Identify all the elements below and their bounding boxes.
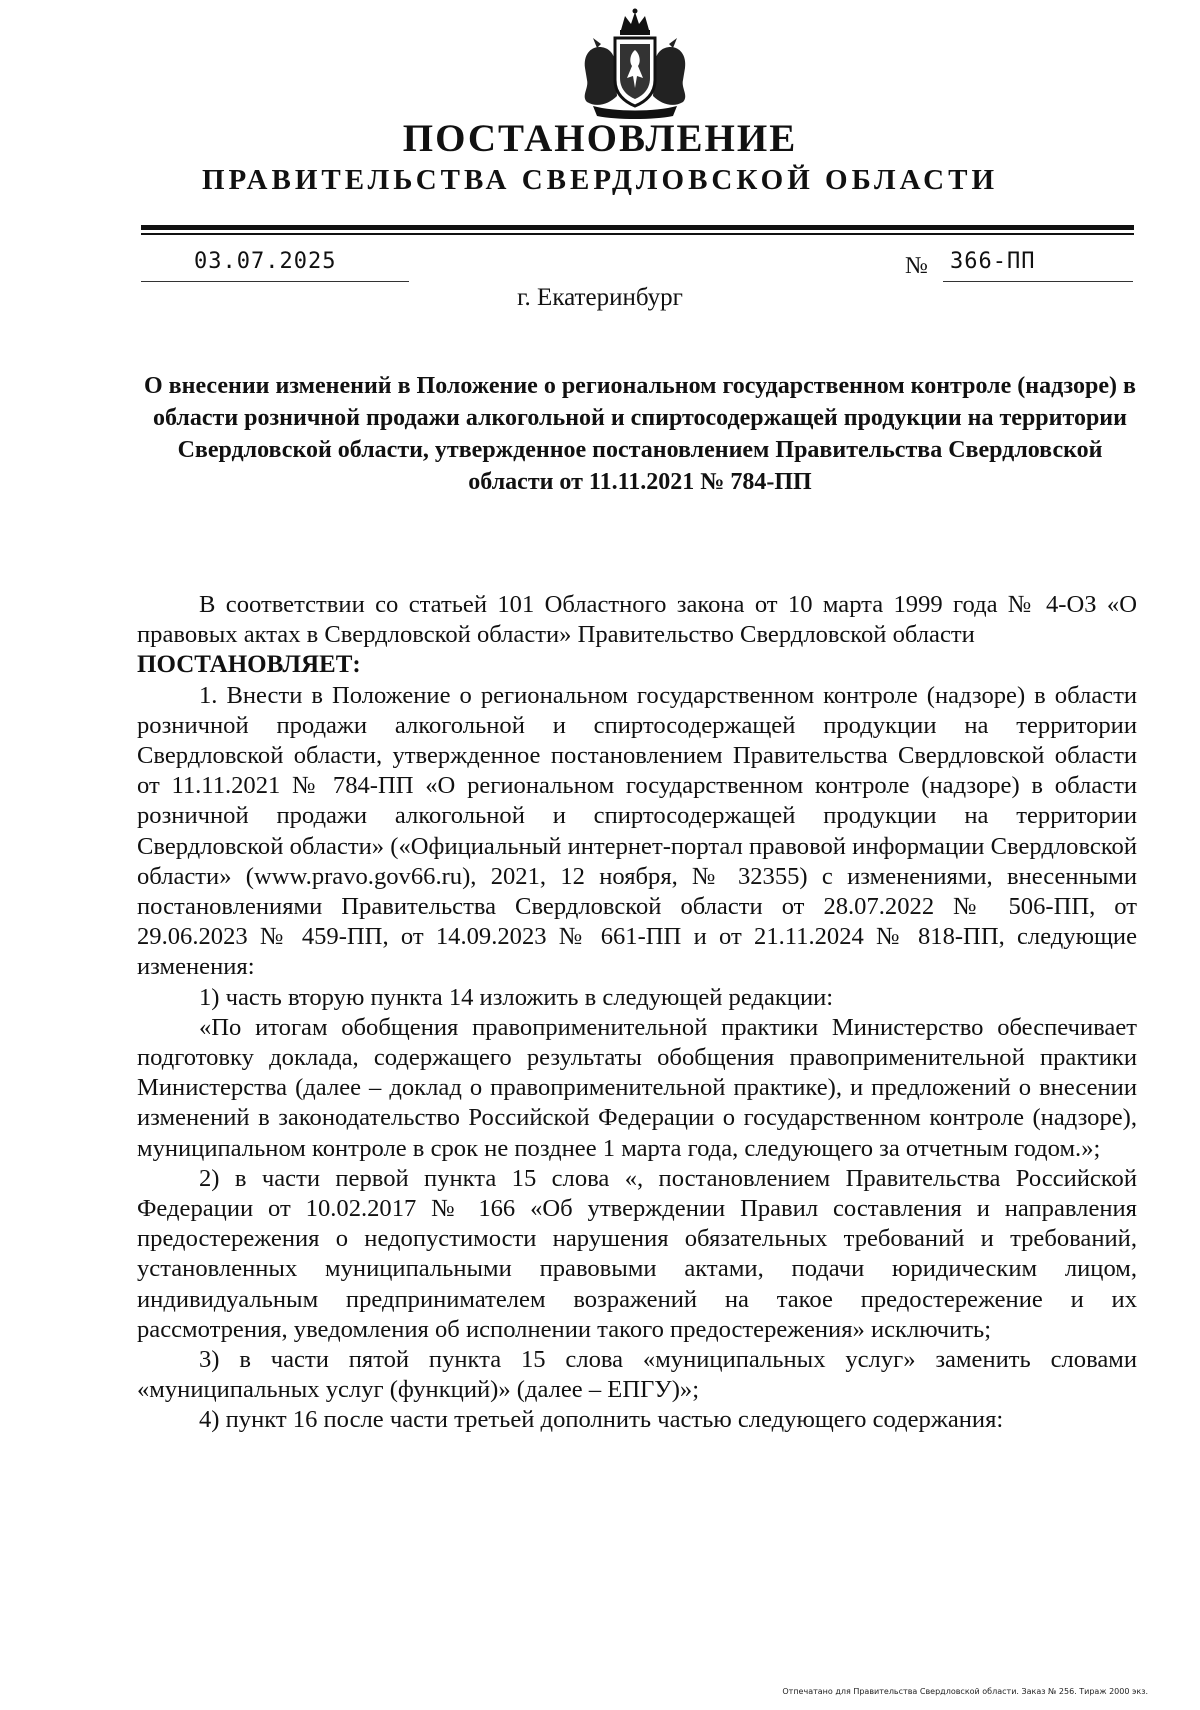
document-title: ПОСТАНОВЛЕНИЕ [402, 117, 798, 160]
item-1-quote: «По итогам обобщения правоприменительной практики Министерство обеспечивает подготовку доклада, содержащего результаты обобщения правоприменительной практики Министерства (далее – доклад о правоприменительной практике), и предложений о внесении изменений в законодательство Российской Федерации о государственном контроле (надзоре), муниципальном контроле в срок не позднее 1 марта года, следующего за отчетным годом.»; [137, 1013, 1137, 1162]
item-1: 1) часть вторую пункта 14 изложить в следующей редакции: [199, 983, 834, 1011]
header-rule-thin [141, 233, 1134, 235]
print-footer: Отпечатано для Правительства Свердловской области. Заказ № 256. Тираж 2000 экз. [782, 1687, 1148, 1696]
document-number: 366-ПП [950, 249, 1036, 274]
decree-paragraph [137, 650, 1137, 680]
decree-word: ПОСТАНОВЛЯЕТ: [137, 651, 361, 679]
item-2: 2) в части первой пункта 15 слова «, постановлением Правительства Российской Федерации от 10.02.2017 № 166 «Об утверждении Правил составления и направления предостережения о недопустимости нарушения обязательных требований и требований, установленных муниципальными правовыми актами, подачи юридическим лицом, индивидуальным предпринимателем возражений на такое предостережение и их рассмотрения, уведомления об исполнении такого предостережения» исключить; [137, 1164, 1137, 1343]
coat-of-arms-icon [575, 8, 695, 120]
number-sign: № [905, 253, 928, 279]
intro-paragraph: В соответствии со статьей 101 Областного закона от 10 марта 1999 года № 4-ОЗ «О правовых актах в Свердловской области» Правительство Свердловской области [137, 591, 1137, 649]
date-underline [141, 281, 409, 282]
item-4: 4) пункт 16 после части третьей дополнить частью следующего содержания: [199, 1406, 1004, 1434]
item-3: 3) в части пятой пункта 15 слова «муниципальных услуг» заменить словами «муниципальных услуг (функций)» (далее – ЕПГУ)»; [137, 1346, 1137, 1404]
document-subtitle: ПРАВИТЕЛЬСТВА СВЕРДЛОВСКОЙ ОБЛАСТИ [201, 164, 999, 196]
number-underline [943, 281, 1133, 282]
document-date: 03.07.2025 [194, 249, 337, 274]
clause-1: 1. Внести в Положение о региональном государственном контроле (надзоре) в области розничной продажи алкогольной и спиртосодержащей продукции на территории Свердловской области, утвержденное постановлением Правительства Свердловской области от 11.11.2021 № 784-ПП «О региональном государственном контроле (надзоре) в области розничной продажи алкогольной и спиртосодержащей продукции на территории Свердловской области» («Официальный интернет-портал правовой информации Свердловской области» (www.pravo.gov66.ru), 2021, 12 ноября, № 32355) с изменениями, внесенными постановлениями Правительства Свердловской области от 28.07.2022 № 506-ПП, от 29.06.2023 № 459-ПП, от 14.09.2023 № 661-ПП и от 21.11.2024 № 818-ПП, следующие изменения: [137, 681, 1137, 981]
document-city: г. Екатеринбург [517, 284, 683, 311]
document-body [137, 590, 1137, 1436]
document-heading: О внесении изменений в Положение о региональном государственном контроле (надзоре) в области розничной продажи алкогольной и спиртосодержащей продукции на территории Свердловской области, утвержденное постановлением Правительства Свердловской области от 11.11.2021 № 784-ПП [144, 373, 1136, 495]
header-rule-thick [141, 225, 1134, 230]
